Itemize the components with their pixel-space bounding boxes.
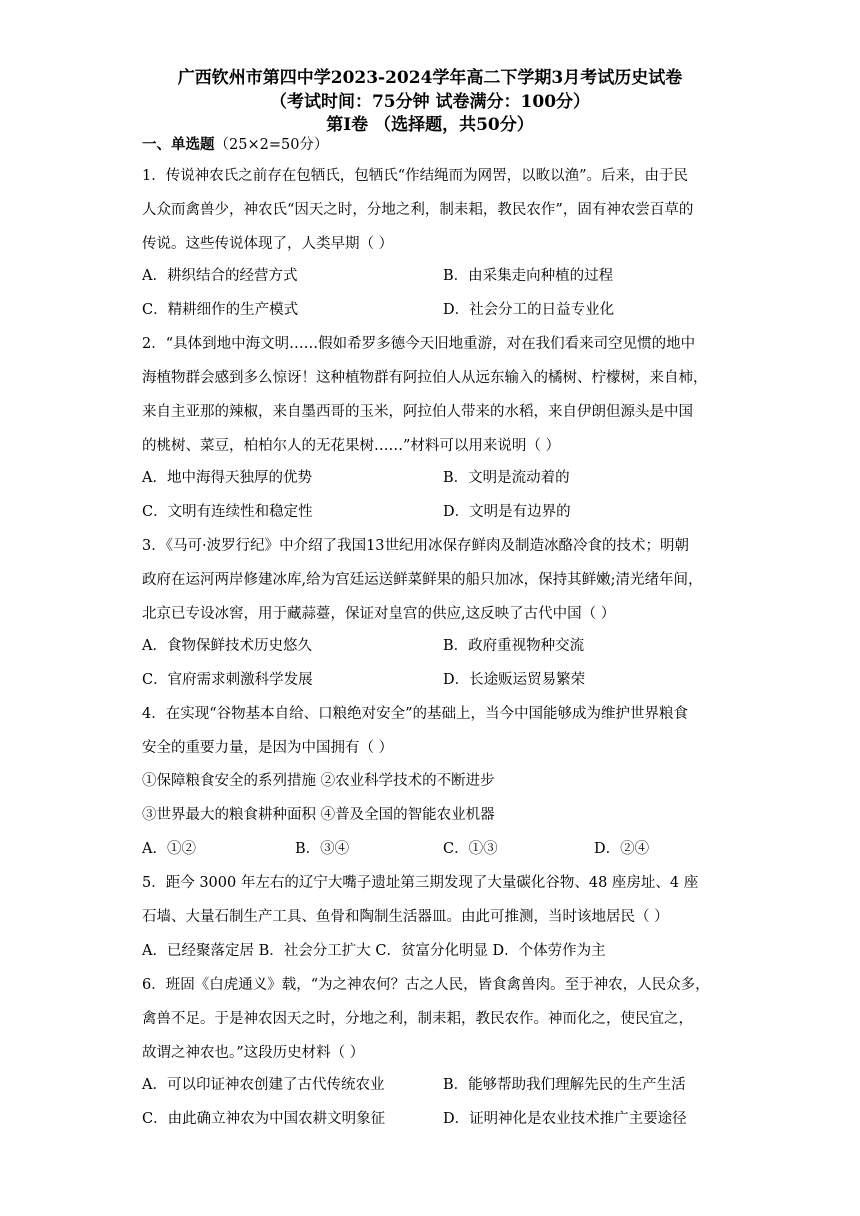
question-6-option-c[interactable]: C．由此确立神农为中国农耕文明象征 xyxy=(142,1111,386,1127)
section-title: 一、单选题 xyxy=(142,136,215,153)
question-2-line-2: 海植物群会感到多么惊讶！这种植物群有阿拉伯人从远东输入的橘树、柠檬树，来自柿， xyxy=(142,370,708,386)
question-5-line-1: 5．距今 3000 年左右的辽宁大嘴子遗址第三期发现了大量碳化谷物、48 座房址、4 座 xyxy=(142,875,699,891)
question-3-line-2: 政府在运河两岸修建冰库,给为宫廷运送鲜菜鲜果的船只加冰，保持其鲜嫩;清光绪年间， xyxy=(142,572,703,588)
question-2-option-a[interactable]: A．地中海得天独厚的优势 xyxy=(142,470,312,486)
exam-meta: （考试时间：75分钟 试卷满分：100分） xyxy=(269,92,591,112)
exam-title: 广西钦州市第四中学2023-2024学年高二下学期3月考试历史试卷 xyxy=(177,68,683,88)
question-6-line-1: 6．班固《白虎通义》载，“为之神农何？古之人民，皆食禽兽肉。至于神农，人民众多， xyxy=(142,977,710,993)
question-3-line-3: 北京已专设冰窖，用于藏蒜薹，保证对皇宫的供应,这反映了古代中国（ ） xyxy=(142,606,616,622)
question-2-line-3: 来自主亚那的辣椒，来自墨西哥的玉米，阿拉伯人带来的水稻，来自伊朗但源头是中国 xyxy=(142,404,693,420)
question-2-option-d[interactable]: D．文明是有边界的 xyxy=(443,504,571,520)
question-3-line-1: 3．《马可·波罗行纪》中介绍了我国13世纪用冰保存鲜肉及制造冰酪冷食的技术；明朝 xyxy=(142,538,690,554)
question-2-line-1: 2．“具体到地中海文明……假如希罗多德今天旧地重游，对在我们看来司空见惯的地中 xyxy=(142,336,696,352)
question-1-line-3: 传说。这些传说体现了，人类早期（ ） xyxy=(142,236,394,252)
question-6-option-d[interactable]: D．证明神化是农业技术推广主要途径 xyxy=(443,1111,687,1127)
question-4-line-2: 安全的重要力量，是因为中国拥有（ ） xyxy=(142,740,394,756)
question-4-line-4: ③世界最大的粮食耕种面积 ④普及全国的智能农业机器 xyxy=(142,807,495,823)
question-4-option-d[interactable]: D．②④ xyxy=(594,841,650,857)
question-3-option-a[interactable]: A．食物保鲜技术历史悠久 xyxy=(142,638,312,654)
exam-part-title: 第I卷 （选择题，共50分） xyxy=(326,115,534,135)
question-6-option-b[interactable]: B．能够帮助我们理解先民的生产生活 xyxy=(443,1077,686,1093)
question-4-line-1: 4．在实现“谷物基本自给、口粮绝对安全”的基础上，当今中国能够成为维护世界粮食 xyxy=(142,706,689,722)
question-1-option-c[interactable]: C．精耕细作的生产模式 xyxy=(142,302,299,318)
question-2-option-b[interactable]: B．文明是流动着的 xyxy=(443,470,570,486)
question-2-line-4: 的桃树、菜豆，柏柏尔人的无花果树……”材料可以用来说明（ ） xyxy=(142,438,561,454)
question-3-option-d[interactable]: D．长途贩运贸易繁荣 xyxy=(443,672,586,688)
question-3-option-c[interactable]: C．官府需求刺激科学发展 xyxy=(142,672,313,688)
question-2-option-c[interactable]: C．文明有连续性和稳定性 xyxy=(142,504,313,520)
question-1-line-1: 1．传说神农氏之前存在包牺氏，包牺氏“作结绳而为网罟，以畋以渔”。后来，由于民 xyxy=(142,168,689,184)
question-1-option-a[interactable]: A．耕织结合的经营方式 xyxy=(142,268,298,284)
section-heading xyxy=(142,134,328,156)
question-4-line-3: ①保障粮食安全的系列措施 ②农业科学技术的不断进步 xyxy=(142,773,495,789)
question-1-option-d[interactable]: D．社会分工的日益专业化 xyxy=(443,302,615,318)
question-4-option-b[interactable]: B．③④ xyxy=(295,841,350,857)
question-3-option-b[interactable]: B．政府重视物种交流 xyxy=(443,638,585,654)
question-6-option-a[interactable]: A．可以印证神农创建了古代传统农业 xyxy=(142,1077,385,1093)
section-note: （25×2=50分） xyxy=(214,137,329,153)
question-1-line-2: 人众而禽兽少，神农氏“因天之时，分地之利，制耒耜，教民农作”，固有神农尝百草的 xyxy=(142,202,694,218)
question-6-line-3: 故谓之神农也。”这段历史材料（ ） xyxy=(142,1045,365,1061)
question-1-option-b[interactable]: B．由采集走向种植的过程 xyxy=(443,268,614,284)
question-5-line-2: 石墙、大量石制生产工具、鱼骨和陶制生活器皿。由此可推测，当时该地居民（ ） xyxy=(142,909,669,925)
question-5-options-line[interactable]: A．已经聚落定居 B．社会分工扩大 C．贫富分化明显 D．个体劳作为主 xyxy=(142,943,606,959)
question-6-line-2: 禽兽不足。于是神农因天之时，分地之利，制耒耜，教民农作。神而化之，使民宜之， xyxy=(142,1011,693,1027)
question-4-option-c[interactable]: C．①③ xyxy=(443,841,498,857)
question-4-option-a[interactable]: A．①② xyxy=(142,841,196,857)
